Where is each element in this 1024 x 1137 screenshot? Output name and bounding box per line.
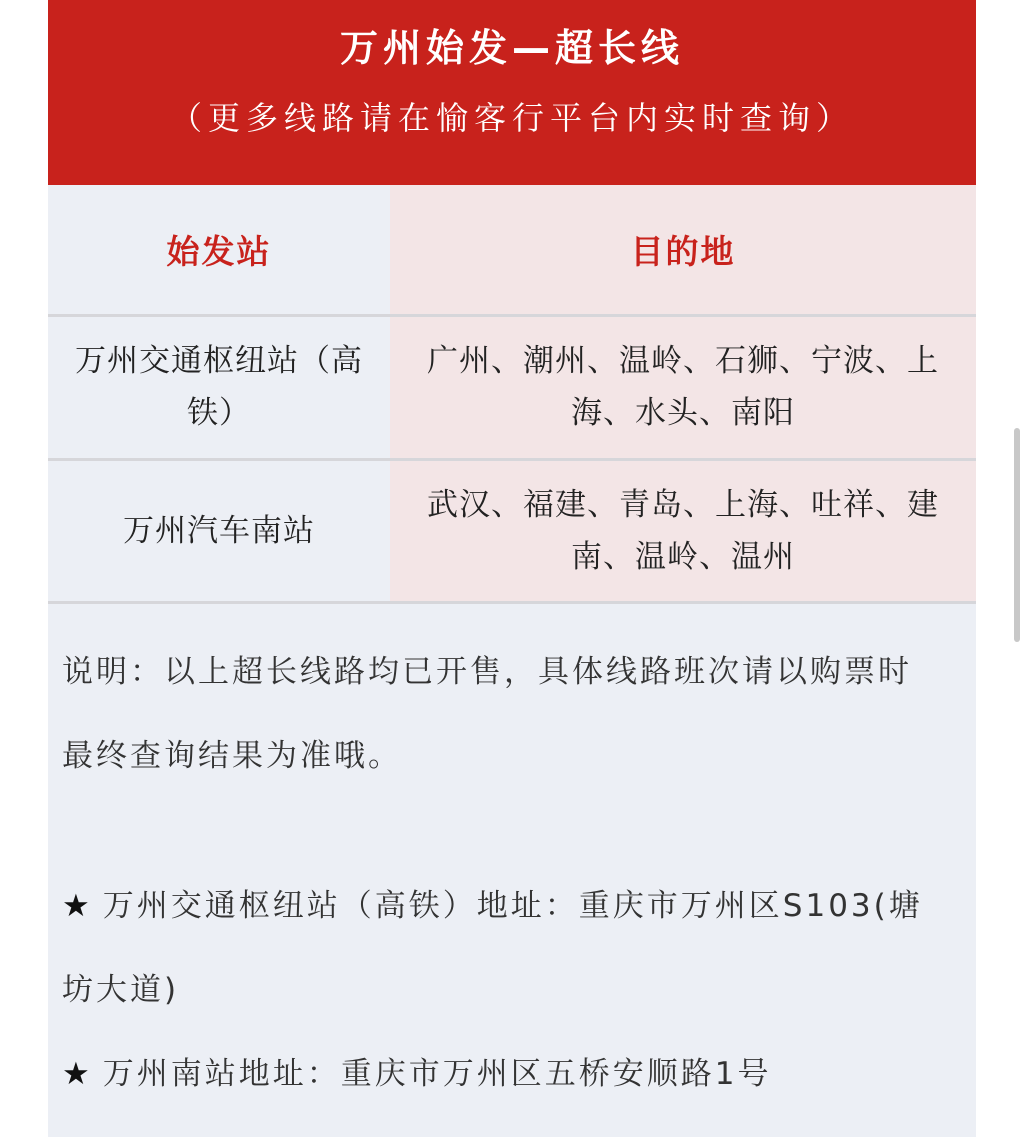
card-title: 万州始发—超长线 [339, 26, 684, 70]
address-text: 万州南站地址：重庆市万州区五桥安顺路1号 [102, 1055, 772, 1092]
star-icon: ★ [62, 887, 93, 924]
origin-column-header: 始发站 [48, 185, 390, 315]
table-header-row [48, 185, 976, 315]
notes-section [48, 604, 976, 1116]
card-header [48, 0, 976, 185]
scrollbar[interactable] [1014, 428, 1020, 642]
address-item [62, 864, 942, 1032]
route-card [48, 0, 976, 1137]
star-icon: ★ [62, 1055, 93, 1092]
table-row [48, 459, 976, 602]
spacer [62, 798, 962, 864]
description-text: 说明：以上超长线路均已开售，具体线路班次请以购票时最终查询结果为准哦。 [62, 653, 912, 774]
address-text: 万州交通枢纽站（高铁）地址：重庆市万州区S103(塘坊大道) [62, 887, 923, 1008]
card-subtitle: （更多线路请在愉客行平台内实时查询） [169, 99, 854, 137]
origin-station-cell: 万州交通枢纽站（高铁） [48, 315, 390, 459]
origin-station-cell: 万州汽车南站 [48, 459, 390, 602]
destination-column-header: 目的地 [390, 185, 976, 315]
table-row [48, 315, 976, 459]
route-table [48, 185, 976, 604]
destinations-cell: 广州、潮州、温岭、石狮、宁波、上海、水头、南阳 [390, 315, 976, 459]
destinations-cell: 武汉、福建、青岛、上海、吐祥、建南、温岭、温州 [390, 459, 976, 602]
address-item [62, 1032, 942, 1116]
